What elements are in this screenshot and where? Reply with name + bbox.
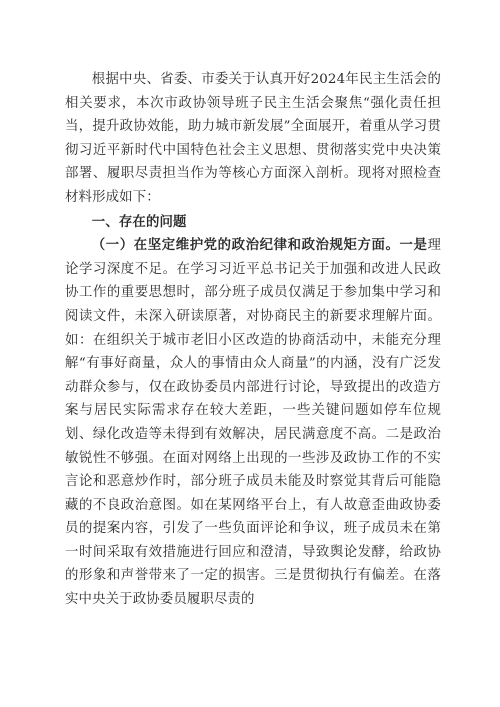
item-lead: （一）在坚定维护党的政治纪律和政治规矩方面。一是 bbox=[91, 237, 428, 254]
intro-paragraph: 根据中央、省委、市委关于认真开好2024年民主生活会的相关要求，本次市政协领导班子民主生活会聚焦“强化责任担当，提升政协效能，助力城市新发展”全面展开，着重从学习贯彻习近平新时代中国特色社会主义思想、贯彻落实党中央决策部署、履职尽责担当作为等核心方面深入剖析。现将对照检查材料形成如下： bbox=[65, 72, 441, 205]
item-body: 理论学习深度不足。在学习习近平总书记关于加强和改进人民政协工作的重要思想时，部分班子成员仅满足于参加集中学习和阅读文件，未深入研读原著，对协商民主的新要求理解片面。如：在组织关于城市老旧小区改造的协商活动中，未能充分理解“有事好商量，众人的事情由众人商量”的内涵，没有广泛发动群众参与，仅在政协委员内部进行讨论，导致提出的改造方案与居民实际需求存在较大差距，一些关键问题如停车位规划、绿化改造等未得到有效解决，居民满意度不高。二是政治敏锐性不够强。在面对网络上出现的一些涉及政协工作的不实言论和恶意炒作时，部分班子成员未能及时察觉其背后可能隐藏的不良政治意图。如在某网络平台上，有人故意歪曲政协委员的提案内容，引发了一些负面评论和争议，班子成员未在第一时间采取有效措施进行回应和澄清，导致舆论发酵，给政协的形象和声誉带来了一定的损害。三是贯彻执行有偏差。在落实中央关于政协委员履职尽责的 bbox=[65, 238, 441, 608]
section-heading: 一、存在的问题 bbox=[91, 213, 187, 230]
item-paragraph bbox=[65, 234, 441, 612]
document-body bbox=[65, 68, 441, 612]
